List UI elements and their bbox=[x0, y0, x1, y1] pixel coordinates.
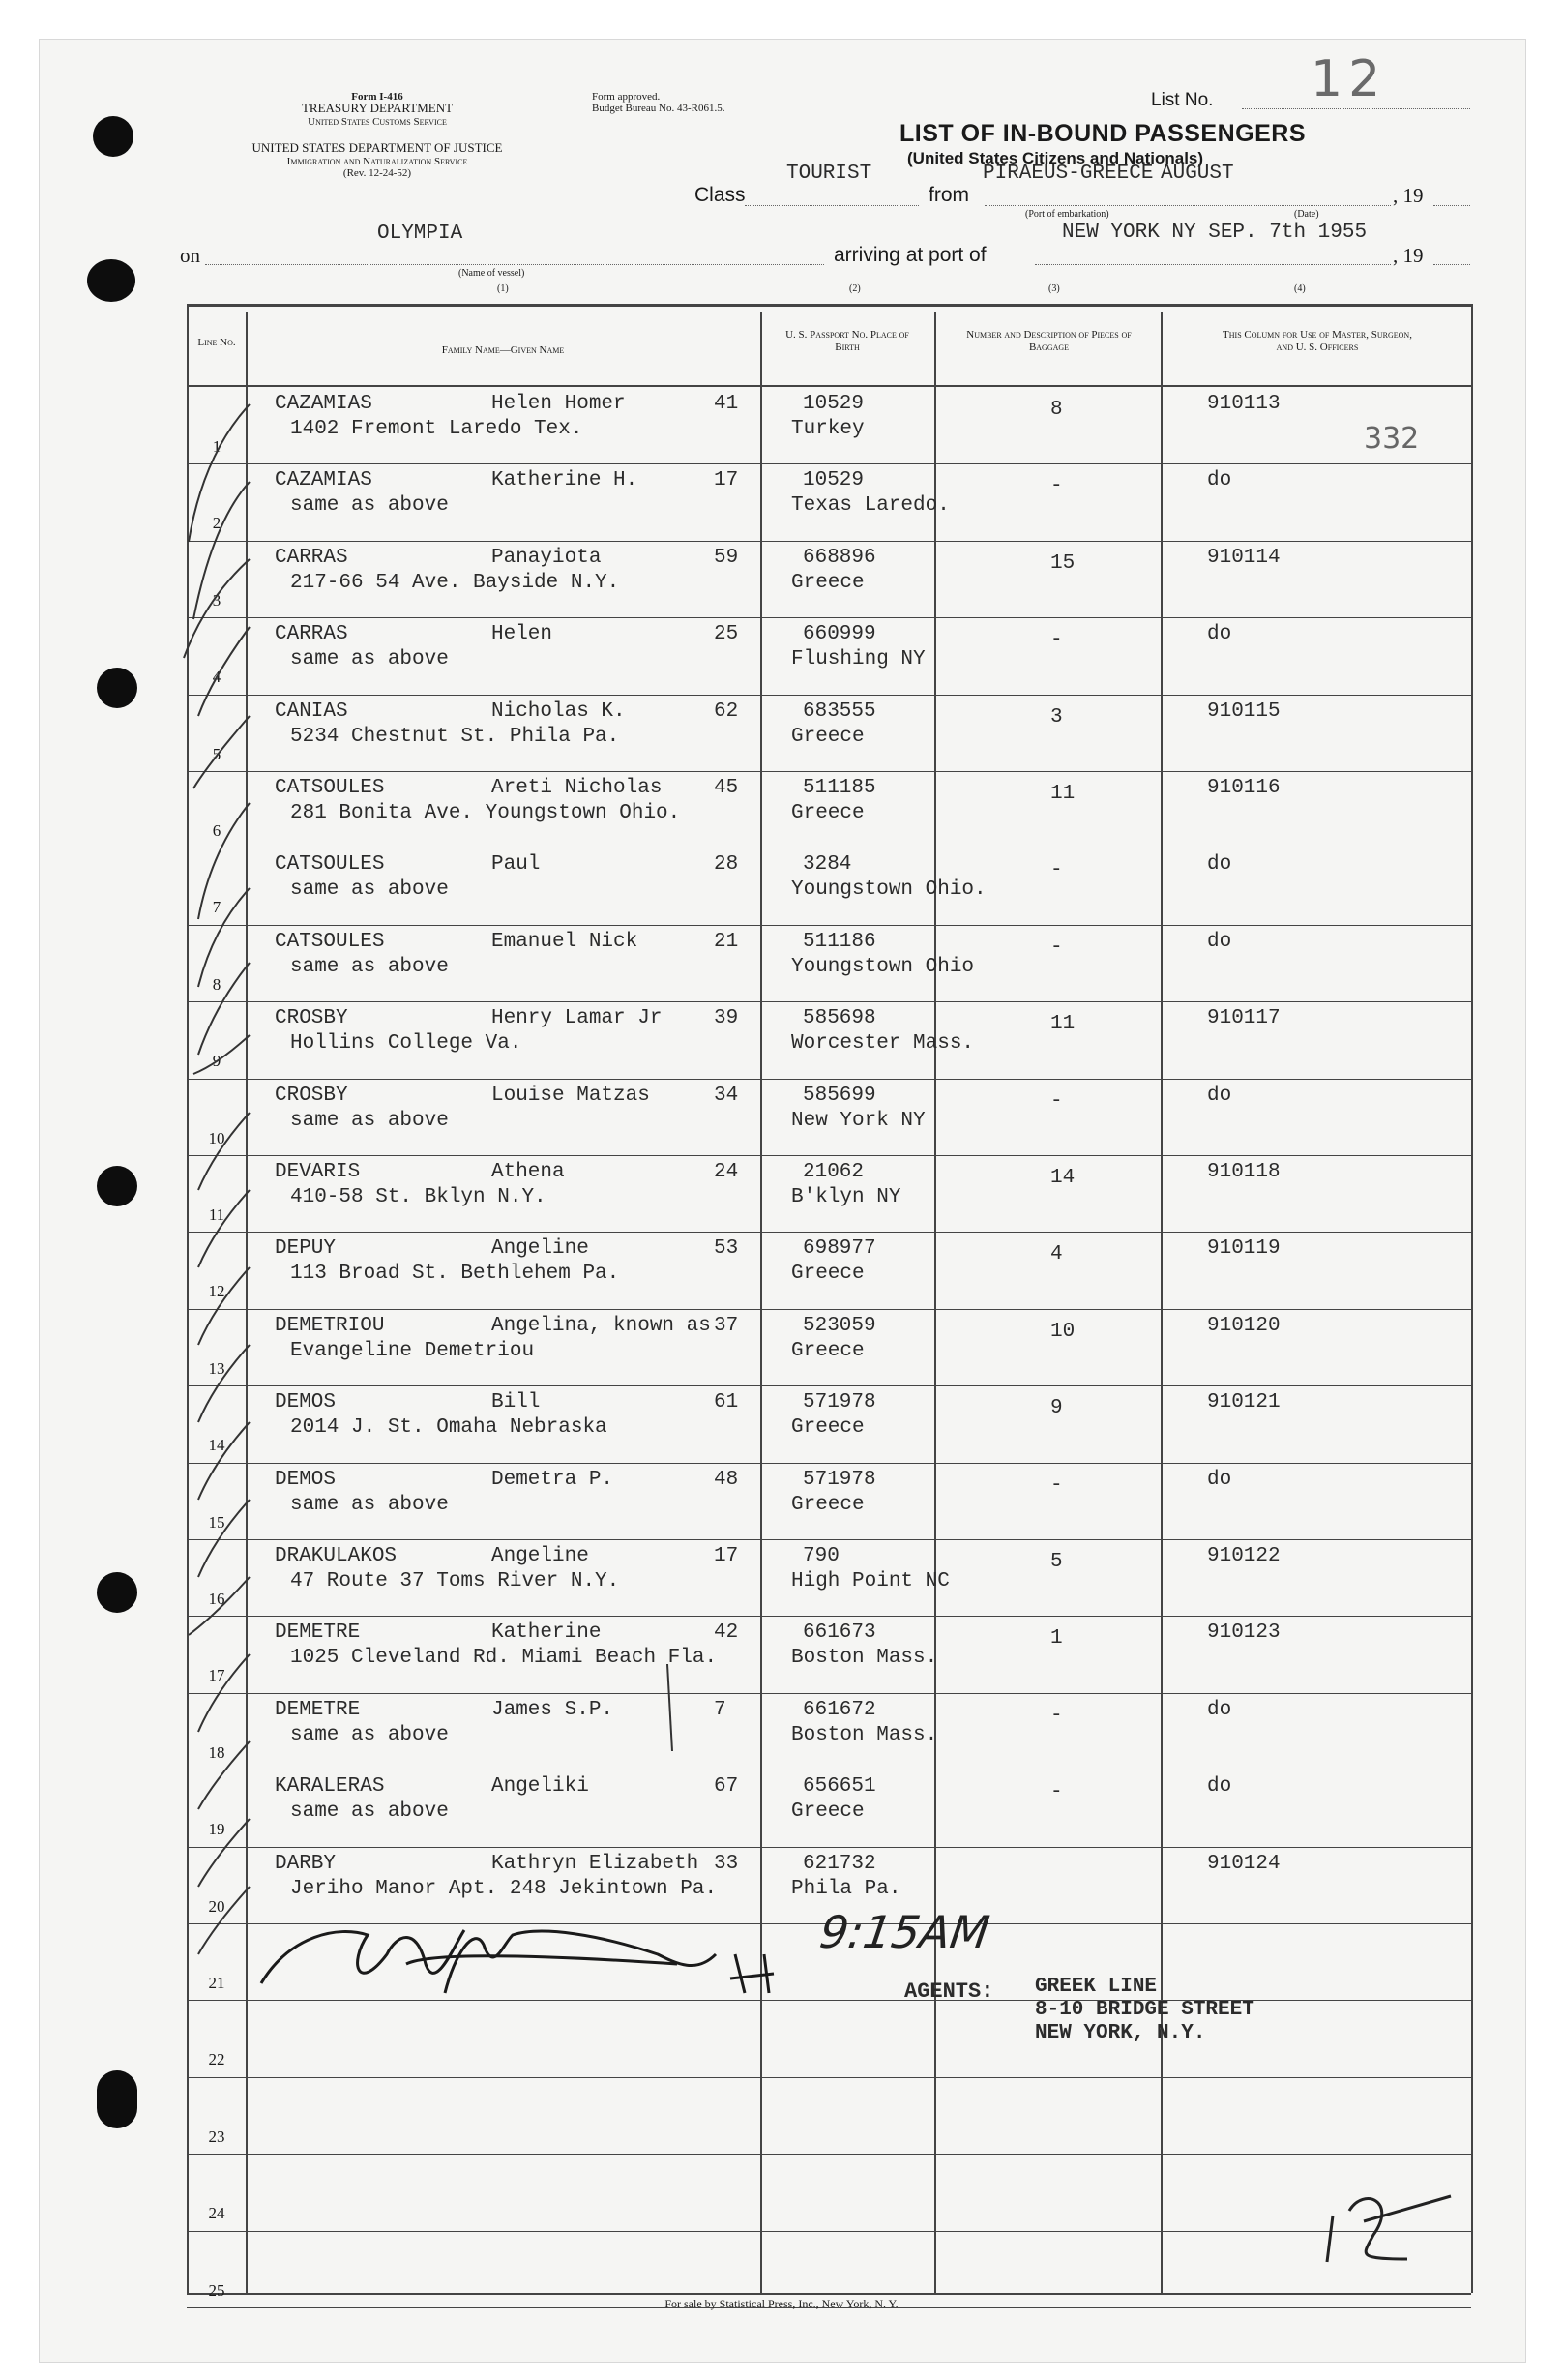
row-line-number: 4 bbox=[212, 668, 221, 687]
passenger-age: 48 bbox=[714, 1468, 739, 1491]
passenger-address: 113 Broad St. Bethlehem Pa. bbox=[290, 1263, 620, 1286]
baggage-pieces: 15 bbox=[1050, 551, 1076, 575]
baggage-pieces: - bbox=[1050, 936, 1063, 959]
class-label: Class bbox=[694, 184, 746, 206]
row-line-number: 17 bbox=[208, 1666, 225, 1685]
passenger-family-name: DEPUY bbox=[275, 1237, 337, 1261]
officer-notation: do bbox=[1207, 853, 1232, 877]
passport-number: 511185 bbox=[803, 777, 876, 799]
baggage-pieces: 11 bbox=[1050, 1013, 1076, 1036]
passport-number: 21062 bbox=[803, 1161, 865, 1183]
passenger-age: 17 bbox=[714, 1545, 739, 1567]
passenger-family-name: DARBY bbox=[275, 1852, 337, 1875]
list-title: LIST OF IN-BOUND PASSENGERS bbox=[899, 120, 1307, 147]
baggage-pieces: - bbox=[1050, 1473, 1063, 1497]
passenger-family-name: CATSOULES bbox=[275, 777, 385, 799]
passenger-given-name: Helen Homer bbox=[491, 393, 626, 415]
passport-number: 571978 bbox=[803, 1468, 876, 1491]
place-of-birth: Greece bbox=[791, 1800, 865, 1824]
col-number-2: (2) bbox=[849, 283, 861, 294]
passenger-given-name: Bill bbox=[491, 1391, 541, 1414]
passenger-address: same as above bbox=[290, 648, 449, 671]
passenger-address: same as above bbox=[290, 955, 449, 978]
officer-notation: do bbox=[1207, 1698, 1232, 1721]
passenger-address: 1402 Fremont Laredo Tex. bbox=[290, 418, 583, 440]
place-of-birth: Greece bbox=[791, 802, 865, 824]
passenger-family-name: CROSBY bbox=[275, 1007, 348, 1030]
passport-number: 698977 bbox=[803, 1237, 876, 1261]
passenger-family-name: DEMETRIOU bbox=[275, 1314, 385, 1337]
col-number-3: (3) bbox=[1048, 283, 1060, 294]
row-line-number: 2 bbox=[212, 514, 221, 533]
place-of-birth: Greece bbox=[791, 1416, 865, 1440]
place-of-birth: Greece bbox=[791, 571, 865, 594]
passport-number: 571978 bbox=[803, 1391, 876, 1414]
passport-number: 10529 bbox=[803, 469, 865, 492]
customs-service: United States Customs Service bbox=[308, 116, 447, 128]
row-line-number: 10 bbox=[208, 1128, 225, 1147]
passenger-address: 217-66 54 Ave. Bayside N.Y. bbox=[290, 571, 620, 594]
passenger-family-name: CATSOULES bbox=[275, 853, 385, 877]
row-line-number: 6 bbox=[212, 821, 221, 840]
place-of-birth: Greece bbox=[791, 1339, 865, 1362]
passenger-given-name: Katherine bbox=[491, 1621, 602, 1645]
row-line-number: 21 bbox=[208, 1974, 225, 1992]
passenger-family-name: CATSOULES bbox=[275, 930, 385, 953]
baggage-pieces: 9 bbox=[1050, 1397, 1063, 1420]
passenger-given-name: Emanuel Nick bbox=[491, 930, 638, 953]
passenger-age: 45 bbox=[714, 777, 739, 799]
passenger-family-name: DEVARIS bbox=[275, 1161, 361, 1183]
row-line-number: 19 bbox=[208, 1820, 225, 1839]
passport-number: 523059 bbox=[803, 1314, 876, 1337]
baggage-pieces: 8 bbox=[1050, 399, 1063, 421]
baggage-pieces: 4 bbox=[1050, 1243, 1063, 1266]
baggage-pieces: 1 bbox=[1050, 1627, 1063, 1651]
col-header-passport: U. S. Passport No. Place of Birth bbox=[785, 329, 909, 353]
from-label: from bbox=[929, 184, 969, 206]
passenger-given-name: Panayiota bbox=[491, 546, 602, 569]
row-line-number: 9 bbox=[212, 1052, 221, 1071]
row-line-number: 7 bbox=[212, 898, 221, 917]
year-prefix-2: , 19 bbox=[1393, 244, 1424, 267]
place-of-birth: Turkey bbox=[791, 418, 865, 440]
passenger-age: 53 bbox=[714, 1237, 739, 1261]
officer-notation: do bbox=[1207, 623, 1232, 646]
vessel-name: OLYMPIA bbox=[377, 223, 463, 245]
passenger-age: 34 bbox=[714, 1084, 739, 1107]
officer-notation: 910114 bbox=[1207, 546, 1281, 569]
passenger-family-name: CARRAS bbox=[275, 546, 348, 569]
agents-line-1: GREEK LINE bbox=[1035, 1976, 1158, 1998]
passenger-given-name: Kathryn Elizabeth bbox=[491, 1852, 699, 1875]
passenger-address: 410-58 St. Bklyn N.Y. bbox=[290, 1186, 546, 1208]
row-line-number: 16 bbox=[208, 1590, 225, 1608]
row-line-number: 23 bbox=[208, 2127, 225, 2146]
row-line-number: 15 bbox=[208, 1512, 225, 1532]
port-of-embarkation: PIRAEUS-GREECE bbox=[983, 163, 1154, 185]
form-revision: (Rev. 12-24-52) bbox=[342, 167, 412, 179]
arrival-port-date: NEW YORK NY SEP. 7th 1955 bbox=[1062, 222, 1368, 244]
passenger-age: 37 bbox=[714, 1314, 739, 1337]
passport-number: 10529 bbox=[803, 393, 865, 415]
row-line-number: 3 bbox=[212, 590, 221, 610]
passenger-address: Jeriho Manor Apt. 248 Jekintown Pa. bbox=[290, 1877, 718, 1900]
passenger-family-name: DEMOS bbox=[275, 1391, 337, 1414]
on-label: on bbox=[180, 244, 200, 267]
agents-line-2: 8-10 BRIDGE STREET bbox=[1035, 1999, 1254, 2021]
row-line-number: 11 bbox=[208, 1205, 225, 1224]
vessel-caption: (Name of vessel) bbox=[458, 268, 525, 279]
passenger-given-name: Areti Nicholas bbox=[491, 777, 663, 799]
date-caption: (Date) bbox=[1294, 209, 1319, 220]
port-caption: (Port of embarkation) bbox=[1025, 209, 1109, 220]
signature bbox=[261, 1930, 774, 1993]
row-check-marks bbox=[184, 404, 672, 1954]
passenger-address: 47 Route 37 Toms River N.Y. bbox=[290, 1570, 620, 1592]
place-of-birth: Flushing NY bbox=[791, 648, 926, 671]
corner-mark bbox=[1327, 2196, 1451, 2262]
row-line-number: 18 bbox=[208, 1742, 225, 1762]
col-header-line-no: Line No. bbox=[197, 337, 236, 348]
row-line-number: 8 bbox=[212, 974, 221, 994]
baggage-pieces: 5 bbox=[1050, 1551, 1063, 1573]
officer-notation: do bbox=[1207, 1468, 1232, 1491]
place-of-birth: Greece bbox=[791, 1263, 865, 1286]
list-no-label: List No. bbox=[1151, 90, 1214, 110]
passenger-age: 21 bbox=[714, 930, 739, 953]
passenger-address: 5234 Chestnut St. Phila Pa. bbox=[290, 725, 620, 748]
passenger-address: Evangeline Demetriou bbox=[290, 1339, 535, 1362]
place-of-birth: Greece bbox=[791, 725, 865, 748]
class-value: TOURIST bbox=[786, 163, 872, 185]
officer-notation: 910119 bbox=[1207, 1237, 1281, 1261]
row-line-number: 5 bbox=[212, 744, 221, 763]
passenger-family-name: CROSBY bbox=[275, 1084, 348, 1107]
passenger-given-name: Athena bbox=[491, 1161, 565, 1183]
passenger-given-name: Louise Matzas bbox=[491, 1084, 650, 1107]
dept-justice: UNITED STATES DEPARTMENT OF JUSTICE bbox=[251, 140, 503, 155]
ins-service: Immigration and Naturalization Service bbox=[286, 156, 468, 167]
place-of-birth: Boston Mass. bbox=[791, 1647, 938, 1670]
passenger-address: same as above bbox=[290, 494, 449, 518]
budget-bureau: Budget Bureau No. 43-R061.5. bbox=[592, 103, 725, 114]
baggage-pieces: 10 bbox=[1050, 1320, 1076, 1343]
place-of-birth: Boston Mass. bbox=[791, 1723, 938, 1746]
officer-notation: 910113 bbox=[1207, 393, 1281, 415]
agents-line-3: NEW YORK, N.Y. bbox=[1035, 2022, 1206, 2044]
row-line-number: 1 bbox=[212, 437, 221, 456]
row1-mark: 332 bbox=[1364, 422, 1420, 456]
passenger-address: same as above bbox=[290, 1723, 449, 1746]
passenger-age: 7 bbox=[714, 1698, 726, 1721]
passenger-address: same as above bbox=[290, 1493, 449, 1516]
passport-number: 621732 bbox=[803, 1852, 876, 1875]
passenger-given-name: Henry Lamar Jr bbox=[491, 1007, 663, 1030]
place-of-birth: Youngstown Ohio bbox=[791, 955, 975, 978]
place-of-birth: New York NY bbox=[791, 1109, 926, 1132]
officer-notation: do bbox=[1207, 930, 1232, 953]
baggage-pieces: - bbox=[1050, 1781, 1063, 1804]
place-of-birth: Greece bbox=[791, 1493, 865, 1516]
passenger-given-name: James S.P. bbox=[491, 1698, 614, 1721]
passenger-family-name: CAZAMIAS bbox=[275, 469, 372, 492]
row-line-number: 14 bbox=[208, 1436, 225, 1455]
passenger-age: 67 bbox=[714, 1775, 739, 1799]
row-line-number: 12 bbox=[208, 1282, 225, 1301]
passenger-address: same as above bbox=[290, 878, 449, 902]
passenger-given-name: Angeline bbox=[491, 1237, 589, 1261]
passenger-given-name: Demetra P. bbox=[491, 1468, 614, 1491]
passenger-family-name: DEMETRE bbox=[275, 1621, 361, 1645]
passport-number: 511186 bbox=[803, 930, 876, 953]
row-line-number: 20 bbox=[208, 1896, 225, 1916]
row-line-number: 24 bbox=[208, 2204, 225, 2223]
place-of-birth: High Point NC bbox=[791, 1570, 950, 1592]
passenger-family-name: DRAKULAKOS bbox=[275, 1545, 398, 1567]
col-header-baggage: Number and Description of Pieces of Baggage bbox=[966, 329, 1132, 353]
passenger-given-name: Angeliki bbox=[491, 1775, 589, 1799]
officer-notation: do bbox=[1207, 1775, 1232, 1799]
officer-notation: 910115 bbox=[1207, 699, 1281, 723]
passenger-family-name: CANIAS bbox=[275, 699, 348, 723]
passenger-given-name: Angeline bbox=[491, 1545, 589, 1567]
passport-number: 3284 bbox=[803, 853, 852, 877]
passenger-age: 61 bbox=[714, 1391, 739, 1414]
passenger-age: 25 bbox=[714, 623, 739, 646]
passport-number: 661672 bbox=[803, 1698, 876, 1721]
col-number-1: (1) bbox=[497, 283, 509, 294]
form-approved: Form approved. bbox=[592, 91, 661, 103]
row-line-number: 13 bbox=[208, 1358, 225, 1378]
passport-number: 585699 bbox=[803, 1084, 876, 1107]
passport-number: 668896 bbox=[803, 546, 876, 569]
officer-notation: 910121 bbox=[1207, 1391, 1281, 1414]
place-of-birth: B'klyn NY bbox=[791, 1186, 901, 1208]
place-of-birth: Texas Laredo. bbox=[791, 494, 950, 518]
passenger-family-name: CARRAS bbox=[275, 623, 348, 646]
passenger-age: 42 bbox=[714, 1621, 739, 1645]
place-of-birth: Worcester Mass. bbox=[791, 1032, 975, 1056]
passport-number: 656651 bbox=[803, 1775, 876, 1799]
passenger-given-name: Helen bbox=[491, 623, 553, 646]
place-of-birth: Youngstown Ohio. bbox=[791, 878, 987, 902]
row-line-number: 25 bbox=[208, 2280, 225, 2300]
list-no-value: 12 bbox=[1311, 50, 1387, 108]
col-header-name: Family Name—Given Name bbox=[441, 344, 565, 356]
treasury-department: TREASURY DEPARTMENT bbox=[301, 101, 454, 115]
passenger-age: 28 bbox=[714, 853, 739, 877]
passenger-family-name: CAZAMIAS bbox=[275, 393, 372, 415]
col-number-4: (4) bbox=[1294, 283, 1306, 294]
officer-notation: do bbox=[1207, 469, 1232, 492]
passenger-given-name: Paul bbox=[491, 853, 541, 877]
passenger-address: Hollins College Va. bbox=[290, 1032, 522, 1056]
passport-number: 790 bbox=[803, 1545, 840, 1567]
passport-number: 661673 bbox=[803, 1621, 876, 1645]
baggage-pieces: - bbox=[1050, 1704, 1063, 1727]
officer-notation: 910120 bbox=[1207, 1314, 1281, 1337]
baggage-pieces: 14 bbox=[1050, 1167, 1076, 1189]
passenger-given-name: Angelina, known as bbox=[491, 1314, 711, 1337]
officer-notation: 910123 bbox=[1207, 1621, 1281, 1645]
year-prefix: , 19 bbox=[1393, 184, 1424, 207]
baggage-pieces: - bbox=[1050, 1089, 1063, 1113]
passenger-age: 17 bbox=[714, 469, 739, 492]
list-subtitle: (United States Citizens and Nationals) bbox=[907, 149, 1204, 167]
passenger-given-name: Katherine H. bbox=[491, 469, 638, 492]
passenger-given-name: Nicholas K. bbox=[491, 699, 626, 723]
printer-footer: For sale by Statistical Press, Inc., New York, N. Y. bbox=[664, 2297, 899, 2310]
passenger-family-name: DEMOS bbox=[275, 1468, 337, 1491]
passenger-address: 1025 Cleveland Rd. Miami Beach Fla. bbox=[290, 1647, 718, 1670]
col-header-officers: This Column for Use of Master, Surgeon, and U. S. Officers bbox=[1223, 329, 1412, 353]
signature-time: 9:15AM bbox=[816, 1906, 993, 1958]
embarkation-date: AUGUST bbox=[1161, 163, 1234, 185]
passenger-family-name: DEMETRE bbox=[275, 1698, 361, 1721]
baggage-pieces: 3 bbox=[1050, 705, 1063, 729]
passenger-age: 59 bbox=[714, 546, 739, 569]
place-of-birth: Phila Pa. bbox=[791, 1877, 901, 1900]
passenger-family-name: KARALERAS bbox=[275, 1775, 385, 1799]
row-line-number: 22 bbox=[208, 2050, 225, 2069]
officer-notation: do bbox=[1207, 1084, 1232, 1107]
form-number: Form I-416 bbox=[351, 91, 403, 103]
agents-label: AGENTS: bbox=[904, 1979, 994, 2004]
officer-notation: 910118 bbox=[1207, 1161, 1281, 1183]
passenger-age: 62 bbox=[714, 699, 739, 723]
baggage-pieces: - bbox=[1050, 629, 1063, 652]
baggage-pieces: 11 bbox=[1050, 783, 1076, 805]
passenger-address: 2014 J. St. Omaha Nebraska bbox=[290, 1416, 607, 1440]
arriving-label: arriving at port of bbox=[834, 244, 987, 266]
officer-notation: 910116 bbox=[1207, 777, 1281, 799]
officer-notation: 910117 bbox=[1207, 1007, 1281, 1030]
passport-number: 660999 bbox=[803, 623, 876, 646]
passenger-age: 39 bbox=[714, 1007, 739, 1030]
passport-number: 683555 bbox=[803, 699, 876, 723]
baggage-pieces: - bbox=[1050, 475, 1063, 498]
passenger-age: 24 bbox=[714, 1161, 739, 1183]
passenger-age: 41 bbox=[714, 393, 739, 415]
baggage-pieces: - bbox=[1050, 859, 1063, 882]
passenger-address: same as above bbox=[290, 1800, 449, 1824]
passport-number: 585698 bbox=[803, 1007, 876, 1030]
passenger-age: 33 bbox=[714, 1852, 739, 1875]
passenger-address: 281 Bonita Ave. Youngstown Ohio. bbox=[290, 802, 681, 824]
officer-notation: 910124 bbox=[1207, 1852, 1281, 1875]
officer-notation: 910122 bbox=[1207, 1545, 1281, 1567]
passenger-address: same as above bbox=[290, 1109, 449, 1132]
